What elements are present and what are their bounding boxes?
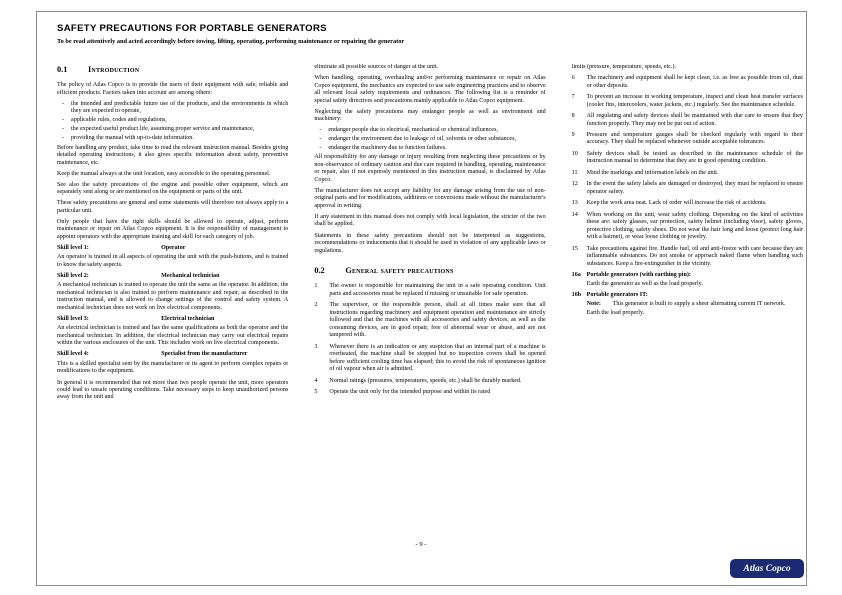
numbered-item (314, 302, 545, 339)
paragraph: Neglecting the safety precautions may endanger people as well as environment and machinery: (314, 108, 546, 123)
numbered-item (572, 132, 803, 147)
item-text: Operate the unit only for the intended purpose and within its rated (329, 389, 491, 396)
numbered-item (572, 200, 803, 207)
paragraph: In general it is recommended that not more than two people operate the unit, more operators could lead to unsafe operating conditions. Take necessary steps to keep unauthorized persons away from the unit and (57, 379, 289, 401)
paragraph: This is a skilled specialist sent by the manufacturer or its agent to perform complex repairs or modifications to the equipment. (57, 360, 289, 375)
sub-paragraph: Earth the generator as well as the load properly. (586, 281, 703, 288)
bullet-text: the expected useful product life, assuming proper service and maintenance, (71, 126, 255, 133)
section-heading (57, 65, 288, 75)
item-text: The machinery and equipment shall be kept clean, i.e. as free as possible from oil, dust or other deposits. (586, 75, 803, 89)
bullet-item (57, 101, 288, 116)
numbered-item (572, 151, 803, 166)
paragraph: If any statement in this manual does not comply with local legislation, the stricter of the two shall be applied. (314, 213, 546, 228)
numbered-item (572, 212, 803, 242)
skill-level-row (57, 245, 288, 252)
atlas-copco-logo-text: Atlas Copco (743, 563, 791, 574)
section-heading (314, 266, 545, 276)
item-number: 9 (571, 131, 575, 138)
column-1 (57, 64, 288, 534)
item-number: 13 (571, 200, 578, 207)
numbered-item (572, 94, 803, 109)
item-number: 6 (571, 75, 575, 82)
numbered-item (572, 246, 803, 268)
numbered-item (572, 113, 803, 128)
numbered-item (314, 378, 545, 385)
item-text: When working on the unit, wear safety clothing. Depending on the kind of activities these are: safety glasses, ear protection, safety helmet (including visor), safety gloves, protective clothing, safety shoes. Do not wear the hair long and loose (protect long hair with a hairnet), or wear loose clothing or jewelry. (586, 211, 803, 241)
skill-level-row (57, 351, 288, 358)
skill-level-row (57, 273, 288, 280)
bullet-marker: - (62, 126, 65, 133)
skill-value: Specialist from the manufacturer (161, 351, 248, 358)
item-number: 10 (571, 150, 578, 157)
bullet-marker: - (62, 100, 65, 107)
bullet-marker: - (319, 145, 322, 152)
paragraph: When handling, operating, overhauling and/or performing maintenance or repair on Atlas Copco equipment, the mechanics are expected to use safe engineering practices and to observe all relevant local safety requirements and ordinances. The following list is a reminder of special safety directives and precautions mainly applicable to Atlas Copco equipment. (314, 75, 546, 104)
skill-value: Operator (161, 244, 186, 251)
page-header (57, 23, 803, 45)
numbered-item (572, 272, 803, 279)
bullet-marker: - (62, 117, 65, 124)
item-number: 7 (571, 94, 575, 101)
skill-value: Electrical technician (161, 315, 215, 322)
bullet-item (57, 117, 288, 124)
paragraph: See also the safety precautions of the engine and possible other equipment, which are separately sent along or are mentioned on the equipment or parts of the unit. (57, 181, 289, 196)
item-number: 8 (571, 113, 575, 120)
skill-value: Mechanical technician (161, 272, 220, 279)
item-number: 1 (314, 283, 318, 290)
item-text: Take precautions against fire. Handle fuel, oil and anti-freeze with care because they are inflammable substances. Do not smoke or approach naked flame when handling such substances. Keep a fire-extinguisher in the vicinity. (586, 245, 803, 267)
note-label: Note: (586, 301, 601, 308)
skill-label: Skill level 4: (57, 351, 89, 358)
item-number: 15 (571, 245, 578, 252)
paragraph: Only people that have the right skills should be allowed to operate, adjust, perform maintenance or repair on Atlas Copco equipment. It is the responsibility of management to appoint operators with the appropriate training and skill for each category of job. (57, 218, 289, 240)
bullet-item (314, 136, 545, 143)
bullet-item (57, 135, 288, 142)
paragraph: These safety precautions are general and some statements will therefore not always apply to a particular unit. (57, 200, 289, 214)
bullet-item (57, 126, 288, 133)
paragraph: All responsibility for any damage or injury resulting from neglecting these precautions or by non-observance of ordinary caution and due care required in handling, operating, maintenance or repair, also if not expressly mentioned in this instruction manual, is disclaimed by Atlas Copco. (314, 154, 546, 183)
note-text: This generator is built to supply a sheer alternating current IT network. (612, 301, 786, 308)
bullet-text: the intended and predictable future use of the products, and the environments in which they are expected to operate, (71, 100, 289, 115)
skill-label: Skill level 1: (57, 244, 89, 251)
numbered-item (572, 292, 803, 299)
section-number: 0.2 (314, 266, 325, 275)
item-text: Safety devices shall be tested as described in the maintenance schedule of the instruction manual to determine that they are in good operating condition. (586, 150, 803, 165)
paragraph: Keep the manual always at the unit location, easy accessible to the operating personnel. (57, 170, 271, 177)
paragraph: The policy of Atlas Copco is to provide the users of their equipment with safe, reliable and efficient products. Factors taken into account are among others: (57, 82, 289, 96)
bullet-text: applicable rules, codes and regulations, (71, 117, 167, 124)
bullet-marker: - (319, 136, 322, 143)
numbered-item (314, 344, 545, 374)
item-number: 4 (314, 377, 318, 384)
note-line (587, 301, 803, 308)
skill-label: Skill level 3: (57, 315, 89, 322)
paragraph: Statements in these safety precautions should not be interpreted as suggestions, recommendations or inducements that it should be used in violation of any applicable laws or regulations. (314, 232, 546, 254)
paragraph: A mechanical technician is trained to operate the unit the same as the operator. In addition, the mechanical technician is also trained to perform maintenance and repair, as described in the instruction manual, and is allowed to change settings of the control and safety system. A mechanical technician does not work on live electrical components. (57, 282, 289, 311)
bullet-text: endanger people due to electrical, mechanical or chemical influences, (328, 127, 498, 134)
item-number: 11 (571, 169, 578, 176)
bullet-marker: - (319, 127, 322, 134)
item-text: In the event the safety labels are damaged or destroyed, they must be replaced to ensure operator safety. (586, 181, 803, 195)
item-text: Portable generators IT: (586, 292, 648, 299)
item-text: Keep the work area neat. Lack of order will increase the risk of accidents. (586, 200, 767, 207)
bullet-text: endanger the environment due to leakage of oil, solvents or other substances, (328, 136, 516, 143)
item-number: 2 (314, 302, 318, 309)
section-title: Introduction (88, 65, 140, 74)
numbered-item (572, 181, 803, 196)
bullet-item (314, 127, 545, 134)
column-2 (314, 64, 545, 534)
paragraph: limits (pressure, temperature, speeds, etc.). (571, 64, 677, 70)
item-text: To prevent an increase in working temperature, inspect and clean heat transfer surfaces (cooler fins, intercoolers, water jackets, etc.) regularly. See the maintenance schedule. (586, 94, 803, 108)
numbered-item (572, 75, 803, 90)
bullet-marker: - (62, 135, 65, 142)
bullet-text: providing the manual with up-to-date information. (71, 135, 194, 142)
skill-level-row (57, 316, 288, 323)
paragraph: An electrical technician is trained and has the same qualifications as both the operator and the mechanical technician. In addition, the electrical technician may carry out electrical repairs within the various enclosures of the unit. This includes work on live electrical components. (57, 325, 289, 347)
document-subtitle: To be read attentively and acted accordingly before towing, lifting, operating, performing maintenance or repairing the generator (57, 38, 405, 45)
atlas-copco-logo (730, 559, 804, 578)
item-text: The supervisor, or the responsible person, shall at all times make sure that all instructions regarding machinery and equipment operation and maintenance are strictly followed and that the machines with all accessories and safety devices, as well as the consuming devices, are in good repair, free of abnormal wear or abuse, and are not tampered with. (329, 302, 546, 339)
item-text: Whenever there is an indication or any suspicion that an internal part of a machine is overheated, the machine shall be stopped but no inspection covers shall be opened before sufficient cooling time has elapsed; this to avoid the risk of spontaneous ignition of oil vapour when air is admitted. (329, 343, 546, 373)
sub-paragraph: Earth the load properly. (586, 310, 645, 317)
item-number: 5 (314, 389, 318, 396)
section-title: General safety precautions (345, 266, 454, 275)
item-number: 16b (571, 292, 582, 299)
numbered-item (314, 283, 545, 298)
item-text: Normal ratings (pressures, temperatures, speeds, etc.) shall be durably marked. (329, 377, 522, 384)
item-text: Mind the markings and information labels on the unit. (586, 169, 719, 176)
paragraph: Before handling any product, take time to read the relevant instruction manual. Besides giving detailed operating instructions, it also gives specific information about safety, preventive maintenance, etc. (57, 144, 289, 166)
paragraph: The manufacturer does not accept any liability for any damage arising from the use of non-original parts and for modifications, additions or conversions made without the manufacturer's approval in writing. (314, 187, 546, 209)
item-text: Pressure and temperature gauges shall be checked regularly with regard to their accuracy. They shall be replaced whenever outside acceptable tolerances. (586, 131, 803, 146)
column-3 (572, 64, 803, 534)
bullet-text: endanger the machinery due to function failures. (328, 145, 447, 152)
skill-label: Skill level 2: (57, 272, 89, 279)
item-text: The owner is responsible for maintaining the unit in a safe operating condition. Unit parts and accessories must be replaced if missing or unsuitable for safe operation. (329, 283, 546, 297)
bullet-item (314, 145, 545, 152)
numbered-item (314, 389, 545, 396)
document-title: SAFETY PRECAUTIONS FOR PORTABLE GENERATORS (57, 23, 327, 34)
item-number: 16a (571, 272, 581, 279)
item-text: Portable generators (with earthing pin): (586, 272, 691, 279)
content-columns (57, 64, 803, 534)
section-number: 0.1 (57, 65, 68, 74)
numbered-item (572, 170, 803, 177)
paragraph: An operator is trained in all aspects of operating the unit with the push-buttons, and is trained to know the safety aspects. (57, 254, 289, 268)
page-number: - 9 - (415, 541, 427, 548)
item-number: 14 (571, 211, 578, 218)
item-text: All regulating and safety devices shall be maintained with due care to ensure that they function properly. They may not be put out of action. (586, 113, 803, 127)
paragraph: eliminate all possible sources of danger at the unit. (314, 64, 439, 70)
item-number: 12 (571, 181, 578, 188)
item-number: 3 (314, 343, 318, 350)
